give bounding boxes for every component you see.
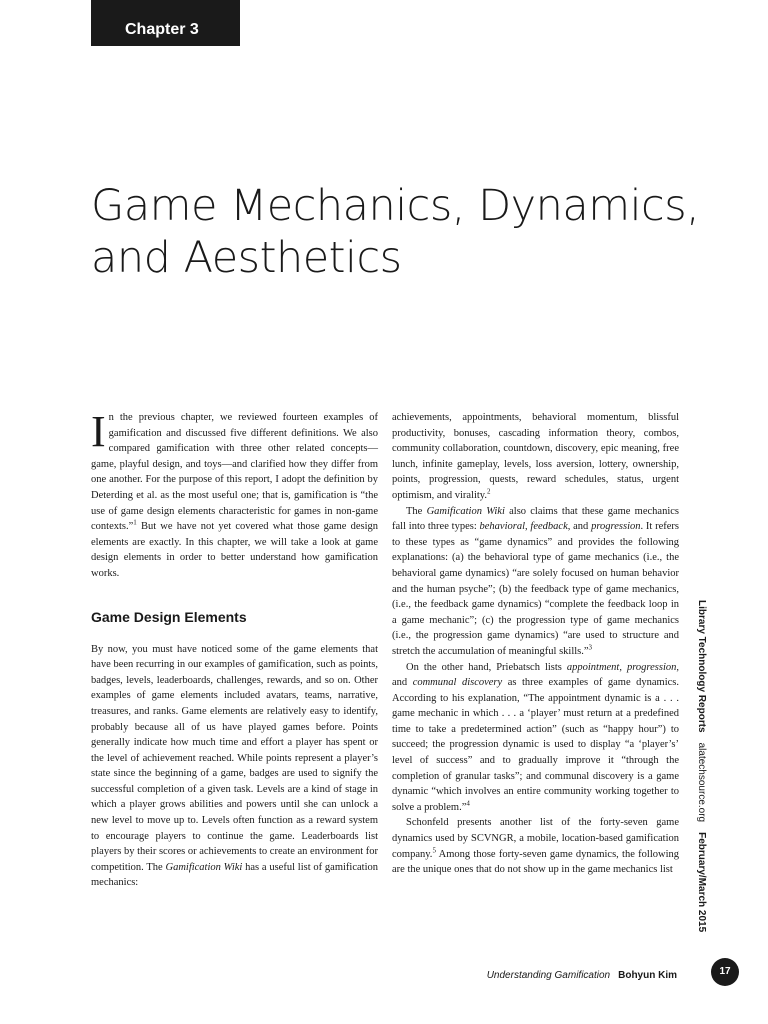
mechanics-list-paragraph — [392, 410, 679, 504]
footnote-ref: 3 — [588, 643, 593, 652]
italic-term: behavioral — [479, 521, 526, 533]
paragraph-text: , and — [392, 661, 680, 689]
page-footer — [300, 970, 677, 981]
left-column — [91, 407, 378, 891]
schonfeld-paragraph — [392, 815, 679, 877]
intro-text: n the previous chapter, we reviewed fourteen examples of gamification and discussed five different definitions. We also compared gamification with three other related concepts—game, playful design, and toys—and clarified how they differ from one another. For the purpose of this report, I adopt the definition by Deterding et al. as the most useful one; that is, gamification is “the use of game design elements characteristic for games in non-game contexts.” — [91, 412, 378, 533]
paragraph-text: , — [525, 521, 531, 533]
italic-term: progression — [626, 661, 677, 673]
wiki-types-paragraph — [392, 504, 679, 660]
drop-cap: I — [91, 407, 106, 456]
section-heading: Game Design Elements — [91, 608, 247, 625]
paragraph-text: On the other hand, Priebatsch lists — [406, 661, 567, 673]
intro-paragraph — [91, 407, 378, 582]
italic-term: Gamification Wiki — [426, 505, 505, 517]
italic-term: communal discovery — [412, 677, 503, 689]
footnote-ref: 5 — [432, 846, 436, 855]
priebatsch-paragraph — [392, 660, 679, 816]
website: alatechsource.org — [696, 742, 707, 823]
publication-name: Library Technology Reports — [696, 600, 707, 733]
chapter-title: Game Mechanics, Dynamics, and Aesthetics — [91, 181, 700, 283]
italic-term: progression — [591, 521, 641, 533]
footnote-ref: 1 — [133, 518, 137, 527]
paragraph-text: achievements, appointments, behavioral momentum, blissful productivity, bonuses, cascading information theory, combos, community collaboration, countdown, discovery, epic meaning, free lunch, infinite gameplay, levels, loss aversion, lottery, ownership, points, progression, quests, reward schedules, status, urgent optimism, and virality. — [392, 412, 679, 501]
paragraph-text: , — [619, 661, 627, 673]
footnote-ref: 4 — [466, 799, 470, 808]
paragraph-text: Schonfeld presents another list of the forty-seven game dynamics used by SCVNGR, a mobile, location-based gamification company. — [392, 817, 679, 860]
paragraph-text: The — [406, 505, 427, 517]
right-column — [392, 410, 679, 878]
paragraph-text: , and — [567, 521, 592, 533]
footnote-ref: 2 — [486, 487, 491, 496]
chapter-label: Chapter 3 — [91, 0, 240, 46]
paragraph-text: also claims that these game mechanics fall into three types: — [392, 505, 679, 533]
paragraph-text: as three examples of game dynamics. According to his explanation, “The appointment dynamic is a . . . game mechanic in which . . . a ‘player’ must return at a predefined time to take a predetermined action” (such as “happy hour”) to succeed; the progression dynamic is used to display “a ‘player’s’ level of success” and to gradually improve it “through the completion of granular tasks”; and communal discovery is a game dynamic “which involves an entire community working together to solve a problem.” — [392, 677, 680, 813]
paragraph-text: By now, you must have noticed some of the game elements that have been recurring in our examples of gamification, such as points, badges, levels, leaderboards, challenges, rewards, and so on. Other examples of game elements included avatars, teams, narrative, treasures, and ranks. Game elements are relatively easy to identify, probably because all of us have played games before. Points generally indicate how much time and effort a player has spent or the level of achievement reached. While points represent a player’s state since the beginning of a game, badges are used to signify the successful completion of a given task. Levels are a kind of stage in which a player grows abilities and powers until she can unlock a new level to move up to. Levels often function as a reward system to encourage players to continue the game. Leaderboards list players by their scores or achievements to create an environment for competition. The — [91, 643, 378, 873]
game-elements-paragraph — [91, 642, 378, 892]
italic-term: Gamification Wiki — [165, 861, 243, 873]
italic-term: appointment — [566, 661, 620, 673]
paragraph-text-end: has a useful list of gamification mechanics: — [91, 861, 378, 889]
italic-term: feedback — [530, 521, 568, 533]
paragraph-text: . It refers to these types as “game dynamics” and provides the following explanations: (a) the behavioral type of game mechanics (i.e., the behavioral game dynamics) “are solely focused on human behavior and the human psyche”; (b) the feedback type of game mechanics, (i.e., the feedback game dynamics) “complete the feedback loop in a game mechanic”; (c) the progression type of game mechanics (i.e., the progression game dynamics) “are used to structure and stretch the accumulation of meaningful skills.” — [392, 521, 679, 657]
running-sidebar — [691, 600, 707, 933]
intro-text-cont: But we have not yet covered what those game design elements are exactly. In this chapter, we will take a look at game design elements in order to better understand how gamification works. — [91, 521, 378, 579]
author-name: Bohyun Kim — [618, 970, 677, 981]
issue-date: February/March 2015 — [696, 832, 707, 933]
book-title: Understanding Gamification — [486, 970, 611, 981]
page-number-badge: 17 — [711, 958, 739, 986]
paragraph-text: Among those forty-seven game dynamics, the following are the unique ones that do not show up in the game mechanics list — [392, 848, 679, 876]
